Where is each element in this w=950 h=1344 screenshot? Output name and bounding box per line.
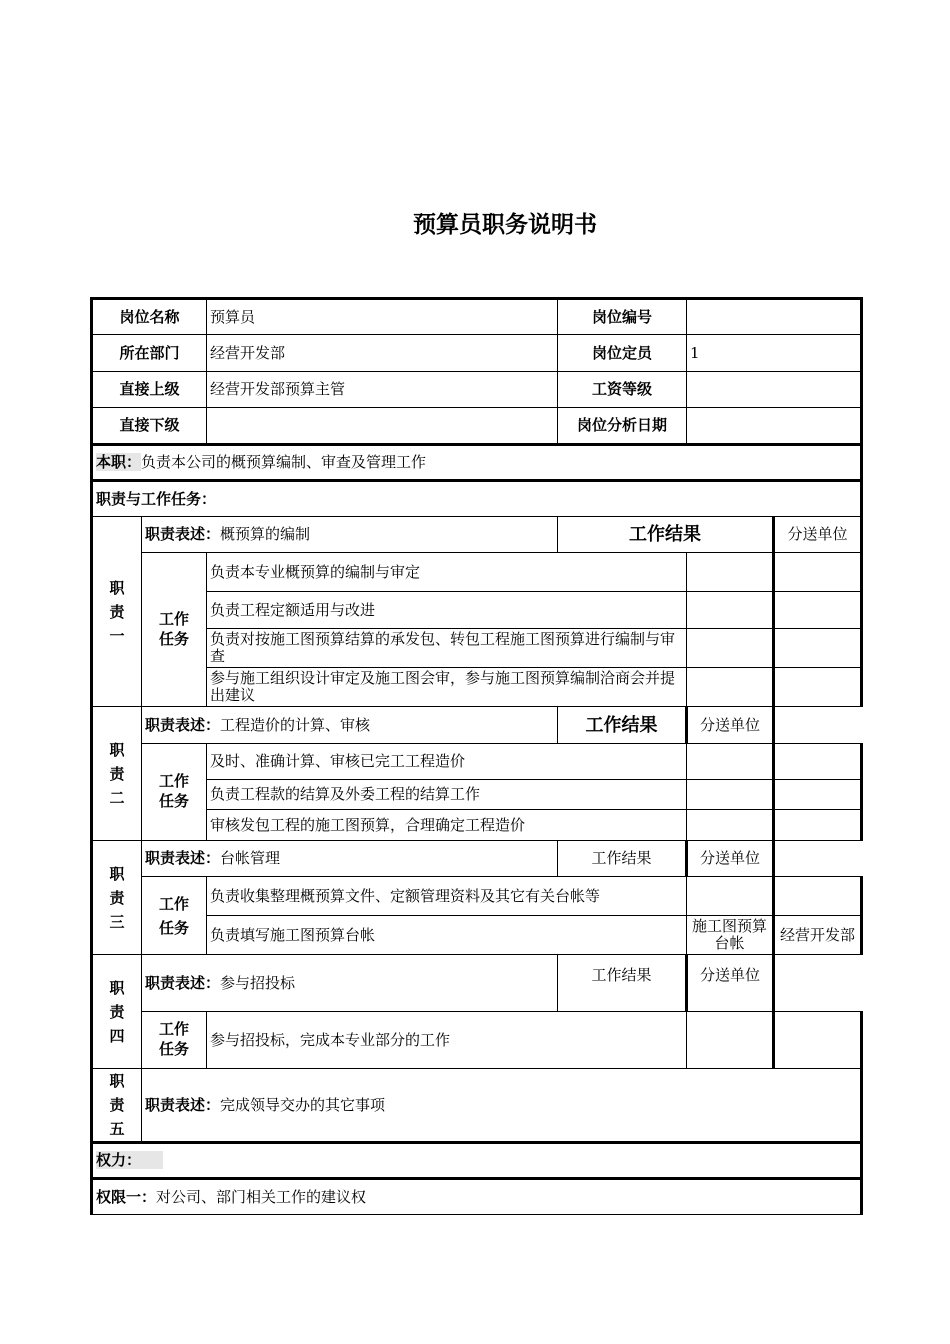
authority-limit-label: 权限一： [96,1187,157,1206]
analysis-date-value [687,408,862,445]
authority-label: 权力： [96,1151,163,1169]
duty-4-name-text: 职 责 四 [109,978,125,1045]
duty-4-result-header: 工作结果 [558,955,687,1012]
duty-3-task-1: 负责收集整理概预算文件、定额管理资料及其它有关台帐等 [207,877,687,916]
duty-2-description-text: 工程造价的计算、审核 [220,715,371,734]
desc-label: 职责表述： [145,849,221,867]
duty-3-result-header: 工作结果 [558,841,687,877]
duty-3-name [92,841,142,955]
duty-2-task-1-recipient [774,744,862,780]
position-name-value: 预算员 [207,299,558,335]
duty-1-name [92,517,142,707]
duty-2-name [92,707,142,841]
duty-2-task-1: 及时、准确计算、审核已完工工程造价 [207,744,687,780]
desc-label: 职责表述： [145,973,221,992]
main-duty-label: 本职： [96,453,142,471]
duty-3-task-1-result [687,877,774,916]
duty-4-recipient-header: 分送单位 [687,955,774,1012]
duty-2-task-3-result [687,810,774,841]
duty-2-task-2-result [687,780,774,810]
superior-value: 经营开发部预算主管 [207,372,558,408]
authority-limit-row [92,1179,862,1215]
department-value: 经营开发部 [207,335,558,372]
salary-value [687,372,862,408]
main-duty-row [92,445,862,481]
duty-3-description-text: 台帐管理 [220,849,281,867]
duty-2-description [142,707,558,744]
duty-4-description [142,955,558,1012]
duty-1-task-2: 负责工程定额适用与改进 [207,592,687,629]
duty-3-task-2: 负责填写施工图预算台帐 [207,916,687,955]
subordinate-label: 直接下级 [92,408,207,445]
duty-1-description [142,517,558,553]
duty-2-task-3: 审核发包工程的施工图预算，合理确定工程造价 [207,810,687,841]
duty-5-name [92,1069,142,1143]
duty-4-task-1-result [687,1012,774,1069]
duty-1-result-header: 工作结果 [558,517,774,553]
duties-title: 职责与工作任务： [92,481,862,517]
duty-1-task-4-recipient [774,668,862,707]
position-name-label: 岗位名称 [92,299,207,335]
position-no-label: 岗位编号 [558,299,687,335]
desc-label: 职责表述： [145,525,221,543]
duty-4-description-text: 参与招投标 [220,973,296,992]
duty-3-task-1-recipient [774,877,862,916]
duty-3-task-2-result: 施工图预算台帐 [687,916,774,955]
duty-2-task-3-recipient [774,810,862,841]
duty-4-name [92,955,142,1069]
superior-label: 直接上级 [92,372,207,408]
page-title: 预算员职务说明书 [413,212,597,238]
main-duty-text: 负责本公司的概预算编制、审查及管理工作 [141,453,427,471]
duty-2-task-1-result [687,744,774,780]
duty-1-task-2-recipient [774,592,862,629]
duty-1-recipient-header: 分送单位 [774,517,862,553]
job-description-table [90,297,860,1213]
duty-2-recipient-header: 分送单位 [687,707,774,744]
salary-label: 工资等级 [558,372,687,408]
duty-4-task-label: 工作 任务 [142,1012,207,1069]
duty-5-name-text: 职 责 五 [109,1072,125,1138]
duty-1-task-3-result [687,629,774,668]
duty-2-task-2-recipient [774,780,862,810]
duty-1-task-label: 工作 任务 [142,553,207,707]
desc-label: 职责表述： [145,715,221,734]
duty-3-task-2-recipient: 经营开发部 [774,916,862,955]
analysis-date-label: 岗位分析日期 [558,408,687,445]
authority-row [92,1143,862,1179]
authority-limit-text: 对公司、部门相关工作的建议权 [156,1187,367,1206]
duty-1-task-1-recipient [774,553,862,592]
duty-2-name-text: 职 责 二 [109,740,125,807]
duty-4-task-1: 参与招投标，完成本专业部分的工作 [207,1012,687,1069]
duty-1-task-1: 负责本专业概预算的编制与审定 [207,553,687,592]
duty-1-task-4: 参与施工组织设计审定及施工图会审，参与施工图预算编制洽商会并提出建议 [207,668,687,707]
duty-1-task-3: 负责对按施工图预算结算的承发包、转包工程施工图预算进行编制与审查 [207,629,687,668]
duty-5-description [142,1069,862,1143]
duty-3-description [142,841,558,877]
duty-1-description-text: 概预算的编制 [220,525,311,543]
duty-3-name-text: 职 责 三 [109,864,125,931]
duty-1-task-3-recipient [774,629,862,668]
position-no-value [687,299,862,335]
duty-1-task-4-result [687,668,774,707]
duty-2-result-header: 工作结果 [558,707,687,744]
quota-label: 岗位定员 [558,335,687,372]
department-label: 所在部门 [92,335,207,372]
duty-4-task-1-recipient [774,1012,862,1069]
subordinate-value [207,408,558,445]
duty-2-task-label: 工作 任务 [142,744,207,841]
duty-1-name-text: 职 责 一 [109,578,125,645]
duty-1-task-1-result [687,553,774,592]
duty-3-task-label: 工作 任务 [142,877,207,955]
duty-3-recipient-header: 分送单位 [687,841,774,877]
duty-2-task-2: 负责工程款的结算及外委工程的结算工作 [207,780,687,810]
duty-5-description-text: 完成领导交办的其它事项 [220,1095,386,1114]
duty-1-task-2-result [687,592,774,629]
desc-label: 职责表述： [145,1095,221,1114]
quota-value: 1 [687,335,862,372]
